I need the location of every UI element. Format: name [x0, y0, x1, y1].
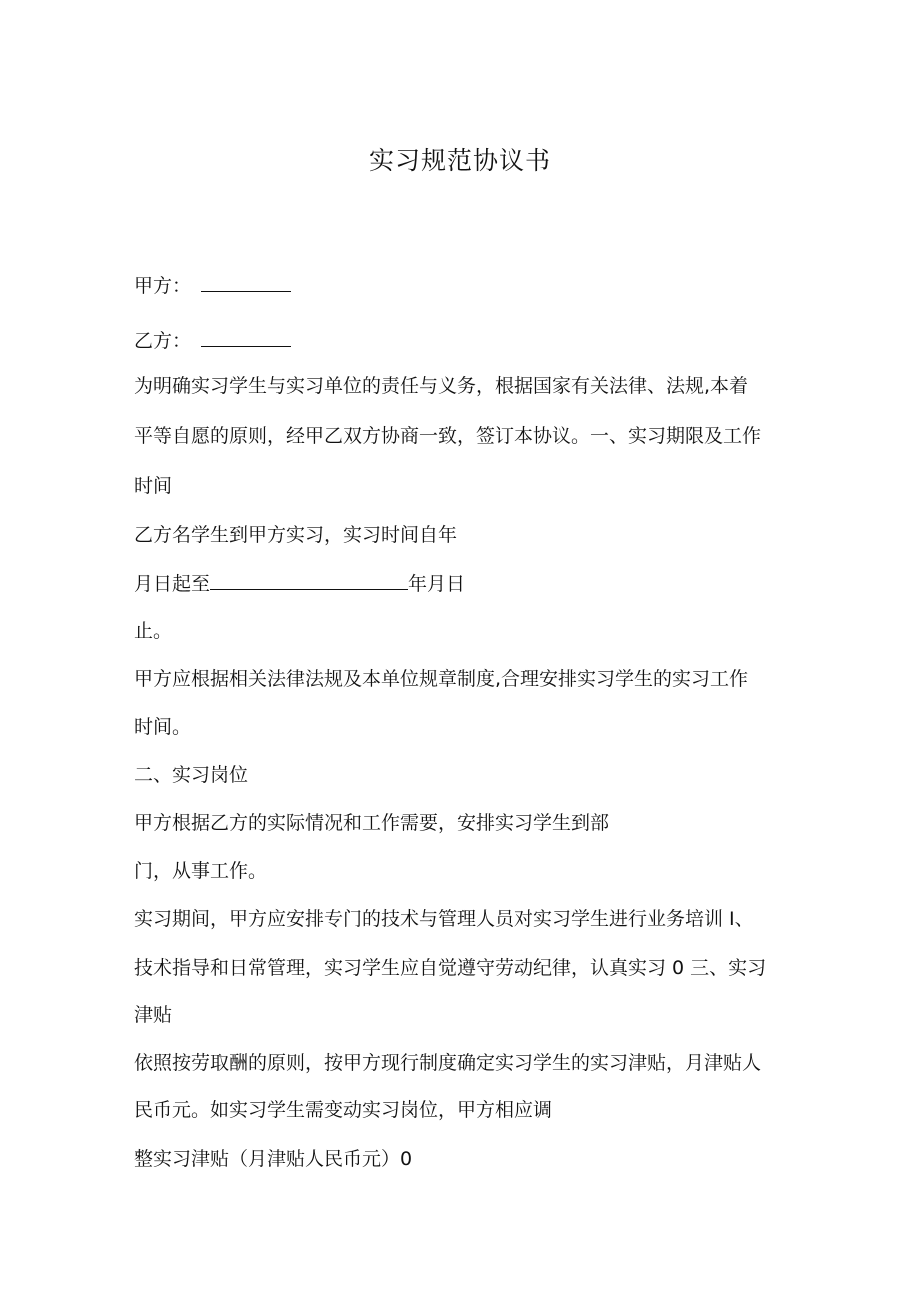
period-line-3: 止。 — [134, 620, 173, 642]
period-end-text: 年月日 — [408, 573, 466, 595]
party-b-label: 乙方： — [134, 330, 192, 352]
document-title: 实习规范协议书 — [368, 146, 551, 175]
post-line-2: 门，从事工作。 — [134, 860, 268, 882]
allowance-line-3: 整实习津贴（月津贴人民币元）0 — [134, 1148, 413, 1170]
party-a-blank — [201, 271, 291, 292]
party-b-blank — [201, 326, 291, 347]
worktime-line-2: 时间。 — [134, 716, 192, 738]
post-line-1: 甲方根据乙方的实际情况和工作需要，安排实习学生到部 — [134, 812, 610, 834]
intro-line-1: 为明确实习学生与实习单位的责任与义务，根据国家有关法律、法规,本着 — [134, 375, 749, 397]
worktime-line-1: 甲方应根据相关法律法规及本单位规章制度,合理安排实习学生的实习工作 — [134, 668, 749, 690]
period-line-1: 乙方名学生到甲方实习，实习时间自年 — [134, 524, 458, 546]
allowance-line-1: 依照按劳取酬的原则，按甲方现行制度确定实习学生的实习津贴，月津贴人 — [134, 1052, 762, 1074]
training-line-2: 技术指导和日常管理，实习学生应自觉遵守劳动纪律，认真实习 0 三、实习 — [134, 957, 767, 979]
intro-line-3: 时间 — [134, 475, 173, 497]
training-line-1: 实习期间，甲方应安排专门的技术与管理人员对实习学生进行业务培训 I、 — [134, 908, 754, 930]
period-start-text: 月日起至 — [134, 573, 211, 595]
party-a-label: 甲方： — [134, 275, 192, 297]
period-blank — [210, 569, 408, 590]
period-line-2 — [134, 569, 465, 598]
intro-line-2: 平等自愿的原则，经甲乙双方协商一致，签订本协议。一、实习期限及工作 — [134, 425, 762, 447]
section-heading-post: 二、实习岗位 — [134, 764, 249, 786]
allowance-line-2: 民币元。如实习学生需变动实习岗位，甲方相应调 — [134, 1099, 553, 1121]
party-a-line — [134, 271, 291, 300]
party-b-line — [134, 326, 291, 355]
training-line-3: 津贴 — [134, 1004, 173, 1026]
